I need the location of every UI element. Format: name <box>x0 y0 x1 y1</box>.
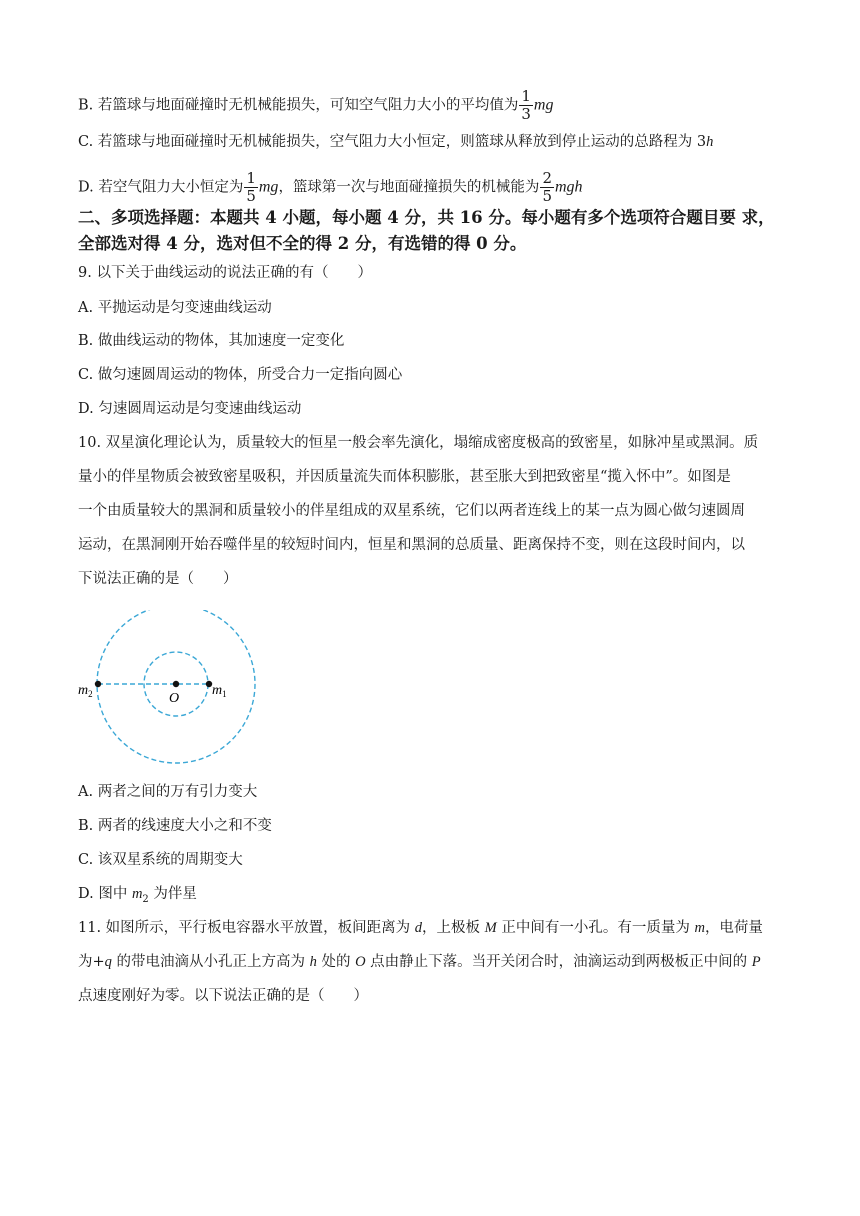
q8-option-b-text: B. 若篮球与地面碰撞时无机械能损失，可知空气阻力大小的平均值为 <box>78 97 519 114</box>
q9-option-c: C. 做匀速圆周运动的物体，所受合力一定指向圆心 <box>78 367 403 383</box>
q11-stem-line2: 为+q 的带电油滴从小孔正上方高为 h 处的 O 点由静止下落。当开关闭合时，油滴运动到两极板正中间的 P <box>78 954 761 970</box>
fraction-one-third: $\frac{1}{3}$ <box>521 87 531 123</box>
q8-option-d: D. 若空气阻力大小恒定为 $\frac{1}{5}$ mg，篮球第一次与地面碰撞损失的机械能为 $\frac{2}{5}$ mgh <box>78 169 583 205</box>
q10-stem-line1: 10. 双星演化理论认为，质量较大的恒星一般会率先演化，塌缩成密度极高的致密星，如脉冲星或黑洞。质 <box>78 435 759 451</box>
q10-stem-line3: 一个由质量较大的黑洞和质量较小的伴星组成的双星系统，它们以两者连线上的某一点为圆心做匀速圆周 <box>78 503 745 519</box>
label-m2: $m_2$ <box>78 683 93 699</box>
q11-stem-line3: 点速度刚好为零。以下说法正确的是（ ） <box>78 988 368 1004</box>
q10-option-b: B. 两者的线速度大小之和不变 <box>78 818 272 834</box>
q11-stem-line1: 11. 如图所示，平行板电容器水平放置，板间距离为 d，上极板 M 正中间有一小孔。有一质量为 m，电荷量 <box>78 920 763 936</box>
fraction-two-fifths: $\frac{2}{5}$ <box>542 169 552 205</box>
m2-point <box>95 681 101 687</box>
q10-option-d: D. 图中 $m_2$ 为伴星 <box>78 886 197 905</box>
q10-option-c: C. 该双星系统的周期变大 <box>78 852 243 868</box>
q8-option-b: B. 若篮球与地面碰撞时无机械能损失，可知空气阻力大小的平均值为 $\frac{1}{3}$ mg <box>78 87 554 123</box>
q10-stem-line4: 运动，在黑洞刚开始吞噬伴星的较短时间内，恒星和黑洞的总质量、距离保持不变，则在这段时间内，以 <box>78 537 745 553</box>
binary-star-diagram <box>74 610 264 770</box>
section-heading-line1: 二、多项选择题：本题共 4 小题，每小题 4 分，共 16 分。每小题有多个选项符合题目要 求， <box>78 208 775 227</box>
q9-option-d: D. 匀速圆周运动是匀变速曲线运动 <box>78 401 302 417</box>
q10-option-a: A. 两者之间的万有引力变大 <box>78 784 258 800</box>
q8-option-c: C. 若篮球与地面碰撞时无机械能损失，空气阻力大小恒定，则篮球从释放到停止运动的总路程为 3h <box>78 134 714 150</box>
fraction-one-fifth: $\frac{1}{5}$ <box>246 169 256 205</box>
q9-option-b: B. 做曲线运动的物体，其加速度一定变化 <box>78 333 345 349</box>
section-heading-line2: 全部选对得 4 分，选对但不全的得 2 分，有选错的得 0 分。 <box>78 234 527 253</box>
q8-option-c-text: C. 若篮球与地面碰撞时无机械能损失，空气阻力大小恒定，则篮球从释放到停止运动的总路程为 3 <box>78 134 707 150</box>
label-m1: $m_1$ <box>212 683 227 699</box>
q9-stem: 9. 以下关于曲线运动的说法正确的有（ ） <box>78 265 372 281</box>
label-O: O <box>169 691 180 706</box>
q10-stem-line5: 下说法正确的是（ ） <box>78 571 238 587</box>
center-point <box>173 681 179 687</box>
q9-option-a: A. 平抛运动是匀变速曲线运动 <box>78 300 272 316</box>
q8-option-d-text: D. 若空气阻力大小恒定为 <box>78 179 244 196</box>
q10-stem-line2: 量小的伴星物质会被致密星吸积，并因质量流失而体积膨胀，甚至胀大到把致密星“揽入怀中”。如图是 <box>78 469 731 485</box>
